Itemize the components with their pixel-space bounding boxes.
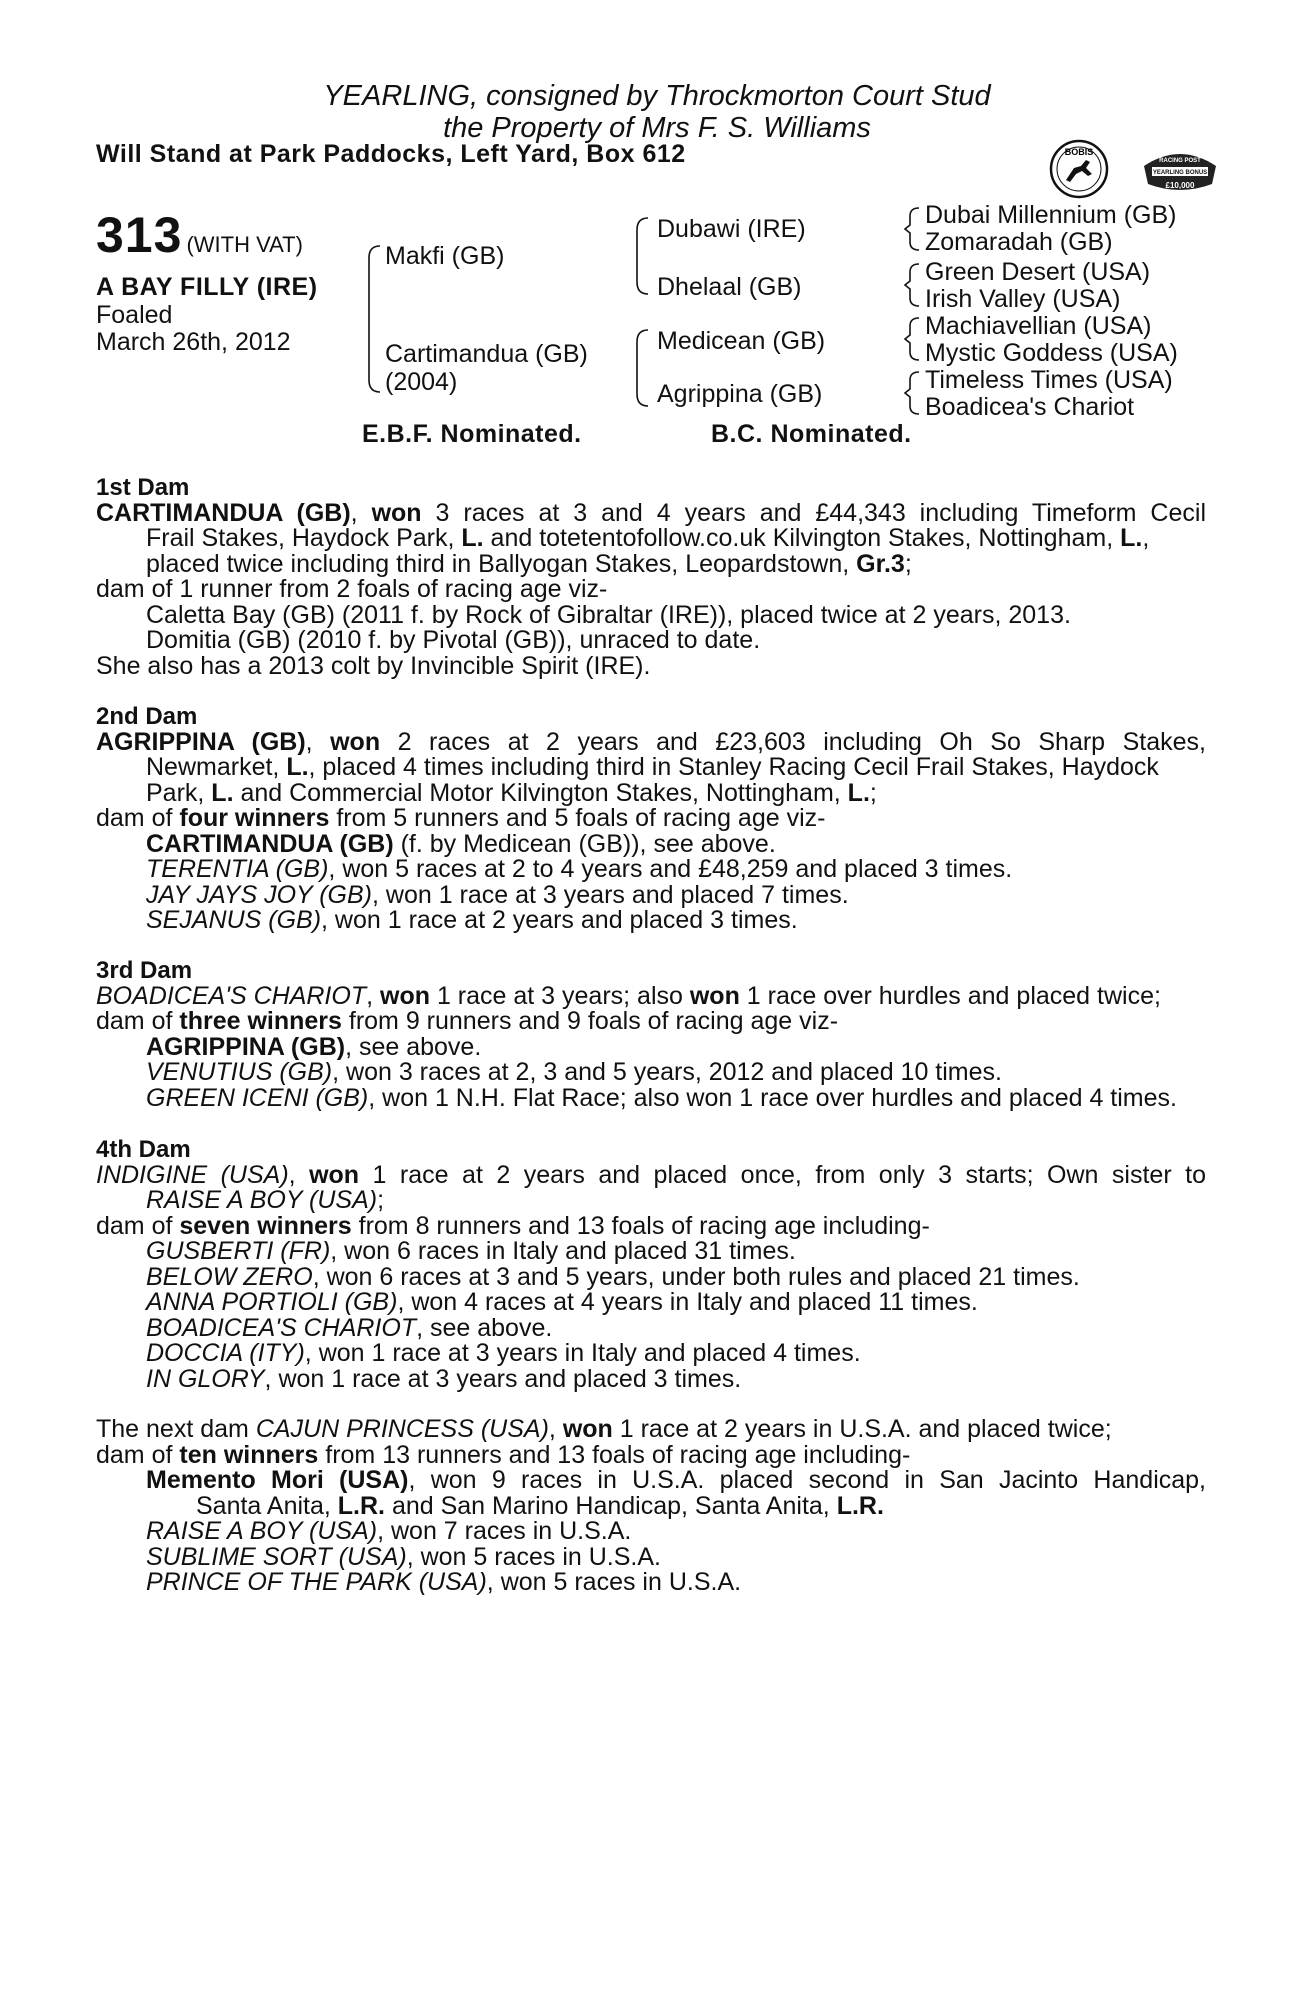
pedigree-dds: Timeless Times (USA) bbox=[925, 366, 1173, 394]
dam2-line5: CARTIMANDUA (GB) (f. by Medicean (GB)), see above. bbox=[146, 829, 776, 858]
dam4-line8: DOCCIA (ITY), won 1 race at 3 years in Italy and placed 4 times. bbox=[146, 1339, 861, 1367]
dam1-line2: Frail Stakes, Haydock Park, L. and totetentofollow.co.uk Kilvington Stakes, Nottingham, L., bbox=[146, 524, 1150, 552]
dam3-line1: BOADICEA'S CHARIOT, won 1 race at 3 years; also won 1 race over hurdles and placed twice; bbox=[96, 981, 1161, 1010]
dam3-line3: AGRIPPINA (GB), see above. bbox=[146, 1032, 482, 1061]
bracket-sire bbox=[637, 218, 648, 294]
dam2-line3: Park, L. and Commercial Motor Kilvington Stakes, Nottingham, L.; bbox=[146, 778, 877, 807]
dam4-line1: INDIGINE (USA), won 1 race at 2 years and placed once, from only 3 starts; Own sister to bbox=[96, 1160, 1206, 1189]
section-4th-dam bbox=[96, 1137, 1206, 1392]
dam1-line5: Caletta Bay (GB) (2011 f. by Rock of Gibraltar (IRE)), placed twice at 2 years, 2013. bbox=[146, 600, 1071, 629]
dam2-line6: TERENTIA (GB), won 5 races at 2 to 4 years and £48,259 and placed 3 times. bbox=[146, 855, 1013, 883]
foaled-date: March 26th, 2012 bbox=[96, 328, 291, 356]
dam2-line2: Newmarket, L., placed 4 times including third in Stanley Racing Cecil Frail Stakes, Haydock bbox=[146, 753, 1159, 781]
section-2nd-dam bbox=[96, 704, 1206, 934]
dam3-line2: dam of three winners from 9 runners and 9 foals of racing age viz- bbox=[96, 1007, 839, 1035]
pedigree-sss: Dubai Millennium (GB) bbox=[925, 201, 1177, 229]
dam4-line5: BELOW ZERO, won 6 races at 3 and 5 years, under both rules and placed 21 times. bbox=[146, 1262, 1080, 1291]
bracket-sire-dam bbox=[369, 246, 380, 392]
section-title: 1st Dam bbox=[96, 474, 190, 501]
dam1-line7: She also has a 2013 colt by Invincible Spirit (IRE). bbox=[96, 651, 651, 680]
rp-title-text: RACING POST bbox=[1159, 158, 1201, 164]
dam4-line4: GUSBERTI (FR), won 6 races in Italy and placed 31 times. bbox=[146, 1237, 796, 1265]
section-1st-dam bbox=[96, 475, 1206, 679]
dam2-line1: AGRIPPINA (GB), won 2 races at 2 years and £23,603 including Oh So Sharp Stakes, bbox=[96, 727, 1206, 756]
pedigree-dam-year: (2004) bbox=[385, 368, 458, 396]
dam2-line8: SEJANUS (GB), won 1 race at 2 years and placed 3 times. bbox=[146, 906, 798, 934]
lot-vat: (WITH VAT) bbox=[186, 232, 303, 257]
dam2-line7: JAY JAYS JOY (GB), won 1 race at 3 years and placed 7 times. bbox=[146, 880, 849, 909]
next-line5: RAISE A BOY (USA), won 7 races in U.S.A. bbox=[146, 1517, 632, 1545]
ebf-nominated: E.B.F. Nominated. bbox=[362, 420, 582, 448]
next-line7: PRINCE OF THE PARK (USA), won 5 races in U.S.A. bbox=[146, 1568, 742, 1596]
rp-bonus-text: YEARLING BONUS bbox=[1152, 170, 1208, 176]
dam1-line1: CARTIMANDUA (GB), won 3 races at 3 and 4 years and £44,343 including Timeform Cecil bbox=[96, 498, 1206, 527]
lot-number: 313 bbox=[96, 207, 183, 263]
property-text: the Property of Mrs F. S. Williams bbox=[443, 112, 871, 144]
dam3-line4: VENUTIUS (GB), won 3 races at 2, 3 and 5 years, 2012 and placed 10 times. bbox=[146, 1058, 1002, 1086]
bracket-dam bbox=[637, 330, 648, 406]
bracket-sd bbox=[905, 264, 919, 306]
next-line2: dam of ten winners from 13 runners and 13 foals of racing age including- bbox=[96, 1440, 911, 1469]
foaled-label: Foaled bbox=[96, 301, 173, 329]
bracket-ds bbox=[905, 318, 919, 360]
pedigree-dsd: Mystic Goddess (USA) bbox=[925, 339, 1178, 367]
pedigree-dam-sire: Medicean (GB) bbox=[657, 327, 826, 355]
consignor-text: YEARLING, consigned by Throckmorton Court Stud bbox=[323, 80, 991, 112]
dam1-horse-name: CARTIMANDUA (GB) bbox=[96, 498, 351, 527]
bracket-dd bbox=[905, 372, 919, 414]
dam4-line2: RAISE A BOY (USA); bbox=[146, 1186, 385, 1214]
pedigree-sdd: Irish Valley (USA) bbox=[925, 285, 1121, 313]
section-title: 3rd Dam bbox=[96, 957, 193, 984]
bobis-text: BOBIS bbox=[1064, 147, 1094, 157]
bc-nominated: B.C. Nominated. bbox=[711, 420, 912, 448]
pedigree-sire: Makfi (GB) bbox=[385, 242, 505, 270]
dam4-line7: BOADICEA'S CHARIOT, see above. bbox=[146, 1313, 553, 1342]
dam1-line6: Domitia (GB) (2010 f. by Pivotal (GB)), unraced to date. bbox=[146, 626, 761, 654]
dam3-line5: GREEN ICENI (GB), won 1 N.H. Flat Race; also won 1 race over hurdles and placed 4 times. bbox=[146, 1083, 1177, 1112]
next-line6: SUBLIME SORT (USA), won 5 races in U.S.A. bbox=[146, 1542, 661, 1571]
pedigree-sds: Green Desert (USA) bbox=[925, 258, 1151, 286]
next-line3: Memento Mori (USA), won 9 races in U.S.A. placed second in San Jacinto Handicap, bbox=[146, 1466, 1206, 1494]
dam4-line9: IN GLORY, won 1 race at 3 years and placed 3 times. bbox=[146, 1364, 742, 1393]
pedigree-sire-sire: Dubawi (IRE) bbox=[657, 215, 806, 243]
section-title: 4th Dam bbox=[96, 1136, 191, 1163]
rp-amount-text: £10,000 bbox=[1165, 181, 1195, 190]
stand-location: Will Stand at Park Paddocks, Left Yard, Box 612 bbox=[96, 140, 686, 168]
bracket-ss bbox=[905, 208, 919, 250]
pedigree-dam: Cartimandua (GB) bbox=[385, 340, 588, 368]
lot-name: A BAY FILLY (IRE) bbox=[96, 273, 318, 301]
pedigree-dss: Machiavellian (USA) bbox=[925, 312, 1152, 340]
pedigree-ddd: Boadicea's Chariot bbox=[925, 393, 1135, 421]
dam1-line4: dam of 1 runner from 2 foals of racing age viz- bbox=[96, 575, 608, 603]
dam2-line4: dam of four winners from 5 runners and 5 foals of racing age viz- bbox=[96, 804, 826, 832]
next-line1: The next dam CAJUN PRINCESS (USA), won 1 race at 2 years in U.S.A. and placed twice; bbox=[96, 1415, 1112, 1443]
pedigree-sire-dam: Dhelaal (GB) bbox=[657, 273, 802, 301]
pedigree-dam-dam: Agrippina (GB) bbox=[657, 380, 823, 408]
section-title: 2nd Dam bbox=[96, 703, 198, 730]
section-3rd-dam bbox=[96, 958, 1206, 1111]
dam1-line3: placed twice including third in Ballyogan Stakes, Leopardstown, Gr.3; bbox=[146, 549, 912, 578]
next-line4: Santa Anita, L.R. and San Marino Handicap, Santa Anita, L.R. bbox=[196, 1491, 884, 1520]
pedigree-ssd: Zomaradah (GB) bbox=[925, 228, 1113, 256]
dam4-line3: dam of seven winners from 8 runners and 13 foals of racing age including- bbox=[96, 1211, 930, 1240]
dam4-line6: ANNA PORTIOLI (GB), won 4 races at 4 years in Italy and placed 11 times. bbox=[146, 1288, 978, 1316]
section-next-dam bbox=[96, 1417, 1206, 1596]
